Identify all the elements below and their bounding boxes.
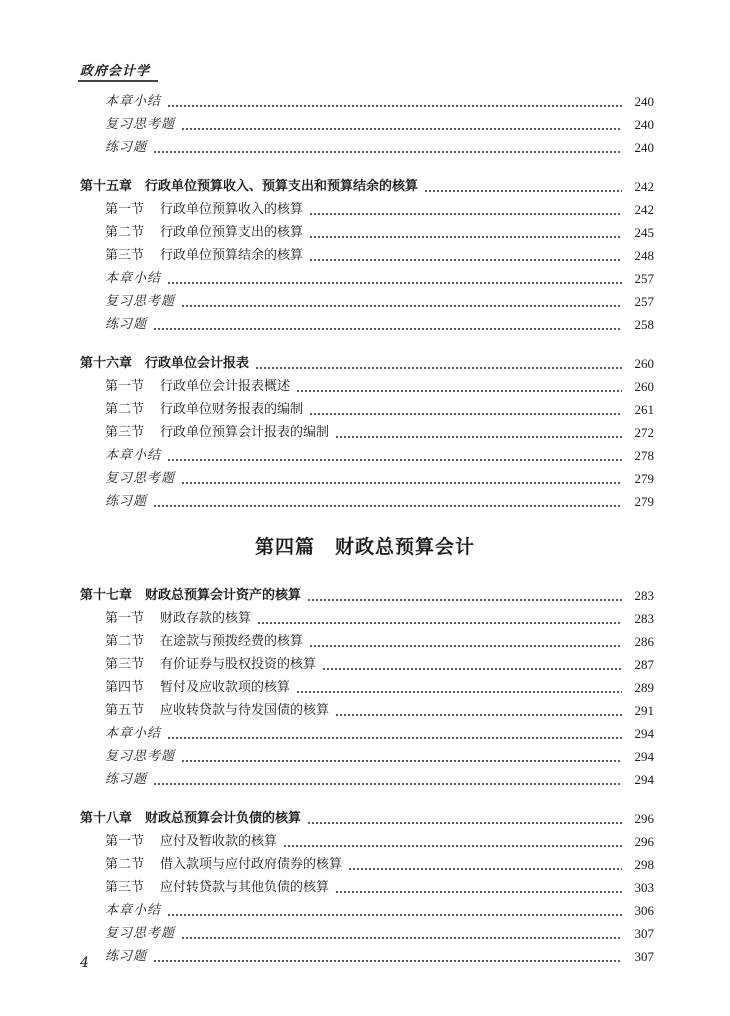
toc-section-number: 第三节: [105, 657, 145, 672]
dot-leader: [153, 328, 622, 330]
toc-section-number: 第三节: [105, 880, 145, 895]
toc-section-entry: [0, 677, 730, 697]
toc-page-number: 296: [634, 811, 654, 826]
toc-entry-label: 第十五章 行政单位预算收入、预算支出和预算结余的核算: [80, 179, 419, 194]
toc-chapter-entry: [0, 176, 730, 196]
toc-page-number: 303: [634, 880, 654, 895]
toc-entry-label: 复习思考题: [105, 117, 176, 132]
toc-misc-entry: [0, 114, 730, 134]
toc-section-entry: [0, 222, 730, 242]
dot-leader: [153, 960, 622, 962]
dot-leader: [167, 282, 622, 284]
running-header: 政府会计学: [80, 64, 151, 79]
toc-entry-label: 练习题: [105, 494, 148, 509]
page-number: 4: [80, 955, 89, 971]
toc-page-number: 272: [634, 425, 654, 440]
toc-chapter-entry: [0, 808, 730, 828]
toc-entry-label: [105, 856, 342, 874]
dot-leader: [296, 691, 622, 693]
toc-section-number: 第二节: [105, 634, 145, 649]
dot-leader: [181, 128, 622, 130]
toc-section-title: 暂付及应收款项的核算: [160, 680, 291, 695]
toc-misc-entry: [0, 491, 730, 511]
toc-page-number: 296: [634, 834, 654, 849]
toc-entry-label: [105, 424, 329, 442]
dot-leader: [309, 213, 622, 215]
toc-page-number: 278: [634, 448, 654, 463]
toc-section-entry: [0, 199, 730, 219]
toc-entry-label: 第十八章 财政总预算会计负债的核算: [80, 811, 302, 826]
toc-entry-label: 复习思考题: [105, 294, 176, 309]
toc-page-number: 283: [634, 588, 654, 603]
toc-section-title: 应付转贷款与其他负债的核算: [160, 880, 330, 895]
toc-section-title: 在途款与预拨经费的核算: [160, 634, 304, 649]
part-title: 第四篇 财政总预算会计: [254, 536, 475, 558]
dot-leader: [181, 482, 622, 484]
toc-entry-label: [105, 224, 303, 242]
toc-page-number: 279: [634, 494, 654, 509]
toc-page-number: 240: [634, 117, 654, 132]
toc-misc-entry: [0, 746, 730, 766]
toc-page-number: 287: [634, 657, 654, 672]
toc-section-entry: [0, 877, 730, 897]
toc-page-number: 294: [634, 749, 654, 764]
toc-section-title: 行政单位财务报表的编制: [160, 402, 304, 417]
toc-section-number: 第五节: [105, 703, 145, 718]
toc-misc-entry: [0, 291, 730, 311]
toc-entry-label: 练习题: [105, 140, 148, 155]
dot-leader: [424, 190, 622, 192]
dot-leader: [309, 259, 622, 261]
toc-entry-label: 第十六章 行政单位会计报表: [80, 356, 250, 371]
toc-section-title: 行政单位预算结余的核算: [160, 248, 304, 263]
toc-page-number: 291: [634, 703, 654, 718]
toc-entry-label: [105, 401, 303, 419]
toc-entry-label: [105, 633, 303, 651]
toc-page-number: 294: [634, 726, 654, 741]
toc-section-number: 第一节: [105, 611, 145, 626]
toc-section-title: 应收转贷款与待发国债的核算: [160, 703, 330, 718]
dot-leader: [307, 599, 622, 601]
toc-page-number: 307: [634, 926, 654, 941]
toc-misc-entry: [0, 91, 730, 111]
toc-page-number: 240: [634, 94, 654, 109]
dot-leader: [167, 105, 622, 107]
toc-page-number: 261: [634, 402, 654, 417]
toc-section-entry: [0, 831, 730, 851]
dot-leader: [255, 367, 622, 369]
dot-leader: [167, 459, 622, 461]
toc-section-entry: [0, 854, 730, 874]
toc-page-number: 298: [634, 857, 654, 872]
toc-page-number: 260: [634, 356, 654, 371]
toc-misc-entry: [0, 468, 730, 488]
toc-entry-label: 本章小结: [105, 903, 162, 918]
toc-section-number: 第二节: [105, 857, 145, 872]
toc-entry-label: [105, 656, 316, 674]
dot-leader: [335, 436, 622, 438]
toc-misc-entry: [0, 137, 730, 157]
toc-section-title: 行政单位预算收入的核算: [160, 202, 304, 217]
toc-section-number: 第四节: [105, 680, 145, 695]
toc-section-number: 第一节: [105, 202, 145, 217]
toc-entry-label: 练习题: [105, 772, 148, 787]
toc-section-title: 借入款项与应付政府债券的核算: [160, 857, 343, 872]
toc-misc-entry: [0, 723, 730, 743]
toc-section-number: 第一节: [105, 834, 145, 849]
toc-misc-entry: [0, 769, 730, 789]
dot-leader: [335, 891, 622, 893]
toc-section-number: 第三节: [105, 425, 145, 440]
toc-page-number: 242: [634, 179, 654, 194]
toc-section-title: 行政单位会计报表概述: [160, 379, 291, 394]
dot-leader: [307, 822, 622, 824]
toc-section-entry: [0, 245, 730, 265]
toc-misc-entry: [0, 314, 730, 334]
toc-page-number: 258: [634, 317, 654, 332]
toc-page-number: 257: [634, 294, 654, 309]
dot-leader: [309, 645, 622, 647]
toc-page-number: 260: [634, 379, 654, 394]
toc-entry-label: 本章小结: [105, 94, 162, 109]
dot-leader: [309, 236, 622, 238]
toc-section-number: 第二节: [105, 225, 145, 240]
dot-leader: [153, 151, 622, 153]
toc-page-number: 294: [634, 772, 654, 787]
dot-leader: [335, 714, 622, 716]
toc-page-number: 283: [634, 611, 654, 626]
dot-leader: [348, 868, 622, 870]
toc-entry-label: 复习思考题: [105, 471, 176, 486]
toc-entry-label: [105, 679, 290, 697]
toc-page-number: 257: [634, 271, 654, 286]
dot-leader: [296, 390, 622, 392]
toc-section-title: 应付及暂收款的核算: [160, 834, 278, 849]
toc-entry-label: 复习思考题: [105, 749, 176, 764]
toc-entry-label: [105, 201, 303, 219]
toc-entry-label: [105, 702, 329, 720]
toc-page-number: 307: [634, 949, 654, 964]
toc-section-number: 第二节: [105, 402, 145, 417]
toc-misc-entry: [0, 946, 730, 966]
toc-page-number: 245: [634, 225, 654, 240]
toc-entry-label: 本章小结: [105, 448, 162, 463]
toc-section-entry: [0, 399, 730, 419]
toc-section-title: 有价证券与股权投资的核算: [160, 657, 317, 672]
toc-section-entry: [0, 422, 730, 442]
toc-section-entry: [0, 700, 730, 720]
toc-chapter-entry: [0, 353, 730, 373]
dot-leader: [167, 737, 622, 739]
dot-leader: [283, 845, 622, 847]
toc-entry-label: 练习题: [105, 949, 148, 964]
toc-entry-label: 练习题: [105, 317, 148, 332]
toc-entry-label: [105, 610, 251, 628]
toc-entry-label: 复习思考题: [105, 926, 176, 941]
toc-entry-label: [105, 378, 290, 396]
dot-leader: [181, 305, 622, 307]
dot-leader: [153, 783, 622, 785]
dot-leader: [167, 914, 622, 916]
dot-leader: [309, 413, 622, 415]
toc-misc-entry: [0, 268, 730, 288]
toc-page-number: 286: [634, 634, 654, 649]
toc-misc-entry: [0, 900, 730, 920]
toc-entry-label: [105, 879, 329, 897]
toc-entry-label: [105, 247, 303, 265]
toc-entry-label: 第十七章 财政总预算会计资产的核算: [80, 588, 302, 603]
dot-leader: [322, 668, 622, 670]
toc-section-title: 行政单位预算会计报表的编制: [160, 425, 330, 440]
toc-page-number: 242: [634, 202, 654, 217]
toc-section-entry: [0, 631, 730, 651]
toc-entry-label: 本章小结: [105, 271, 162, 286]
header-rule: [78, 80, 158, 82]
toc-section-number: 第一节: [105, 379, 145, 394]
dot-leader: [181, 937, 622, 939]
toc-entry-label: 本章小结: [105, 726, 162, 741]
toc-section-title: 财政存款的核算: [160, 611, 252, 626]
toc-section-entry: [0, 654, 730, 674]
toc-page-number: 279: [634, 471, 654, 486]
toc-section-number: 第三节: [105, 248, 145, 263]
toc-page-number: 289: [634, 680, 654, 695]
toc-section-title: 行政单位预算支出的核算: [160, 225, 304, 240]
toc-misc-entry: [0, 445, 730, 465]
dot-leader: [181, 760, 622, 762]
dot-leader: [257, 622, 622, 624]
dot-leader: [153, 505, 622, 507]
toc-chapter-entry: [0, 585, 730, 605]
toc-page-number: 306: [634, 903, 654, 918]
toc-section-entry: [0, 376, 730, 396]
toc-entry-label: [105, 833, 277, 851]
toc-page-number: 240: [634, 140, 654, 155]
toc-page-number: 248: [634, 248, 654, 263]
toc-section-entry: [0, 608, 730, 628]
toc-misc-entry: [0, 923, 730, 943]
